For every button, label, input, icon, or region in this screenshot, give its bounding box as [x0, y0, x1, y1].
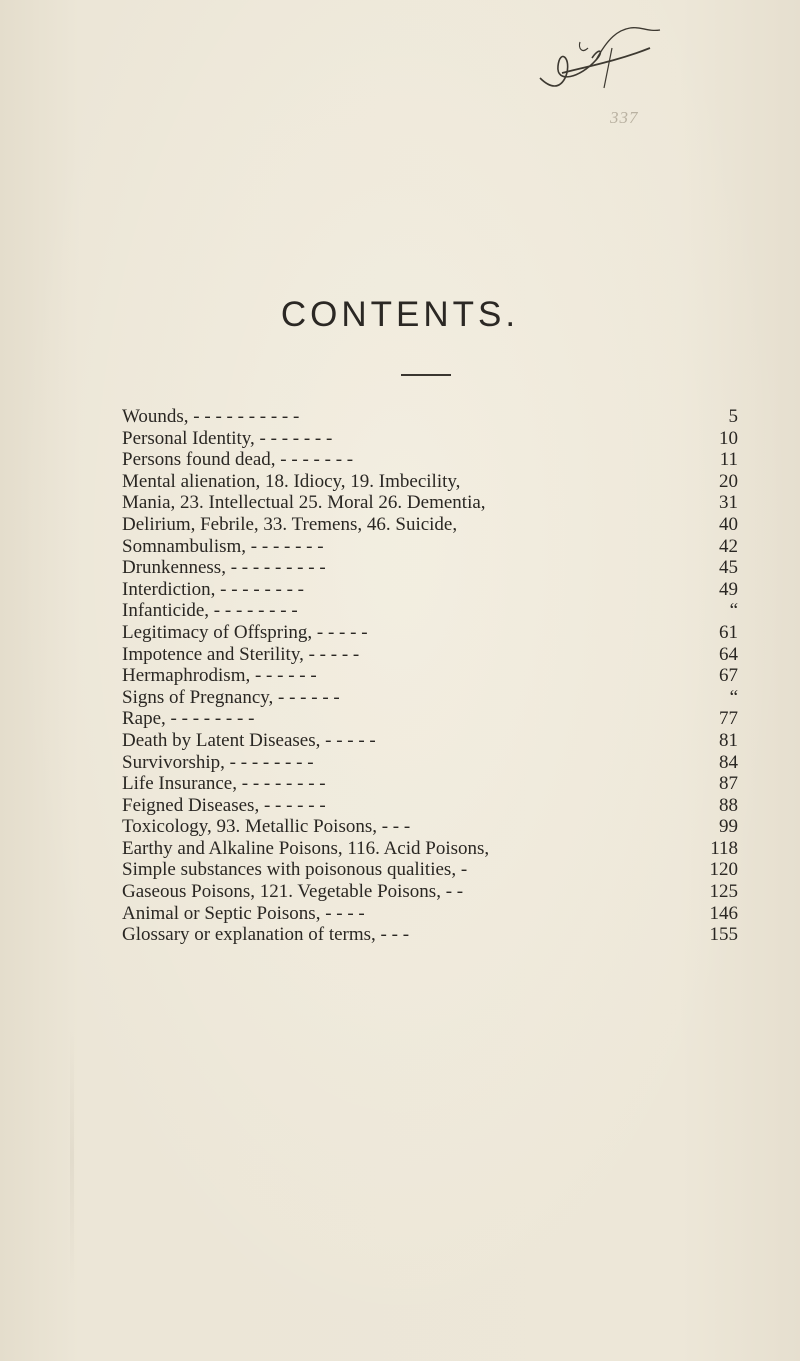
- toc-row: [122, 665, 738, 687]
- toc-page-number: 67: [719, 665, 738, 687]
- toc-page-number: 118: [710, 837, 738, 859]
- toc-row: [122, 492, 738, 514]
- toc-page-number: 125: [709, 881, 738, 903]
- toc-page-number: 45: [719, 557, 738, 579]
- toc-row: [122, 406, 738, 428]
- toc-page-number: 87: [719, 773, 738, 795]
- toc-page-number: 64: [719, 643, 738, 665]
- toc-page-number: 49: [719, 578, 738, 600]
- toc-entry: Mental alienation, 18. Idiocy, 19. Imbecility,: [122, 470, 461, 492]
- toc-page-number: 146: [709, 902, 738, 924]
- toc-entry: Interdiction, - - - - - - - -: [122, 578, 305, 600]
- toc-entry: Survivorship, - - - - - - - -: [122, 751, 314, 773]
- table-of-contents: [122, 406, 738, 946]
- toc-row: [122, 600, 738, 622]
- toc-entry: Legitimacy of Offspring, - - - - -: [122, 621, 368, 643]
- toc-row: [122, 557, 738, 579]
- toc-row: [122, 471, 738, 493]
- toc-page-number: 120: [709, 859, 738, 881]
- toc-page-number: 88: [719, 794, 738, 816]
- toc-page-number: 77: [719, 708, 738, 730]
- toc-row: [122, 514, 738, 536]
- toc-entry: Death by Latent Diseases, - - - - -: [122, 729, 376, 751]
- toc-row: [122, 708, 738, 730]
- toc-row: [122, 881, 738, 903]
- toc-page-number: 155: [709, 924, 738, 946]
- page-title: CONTENTS.: [280, 295, 520, 335]
- toc-row: [122, 644, 738, 666]
- toc-page-number: “: [729, 686, 738, 708]
- toc-entry: Simple substances with poisonous qualities, -: [122, 859, 468, 881]
- toc-row: [122, 579, 738, 601]
- toc-entry: Hermaphrodism, - - - - - -: [122, 665, 317, 687]
- toc-entry: Gaseous Poisons, 121. Vegetable Poisons, - -: [122, 881, 464, 903]
- toc-row: [122, 428, 738, 450]
- toc-row: [122, 903, 738, 925]
- toc-row: [122, 536, 738, 558]
- toc-entry: Life Insurance, - - - - - - - -: [122, 773, 326, 795]
- toc-row: [122, 795, 738, 817]
- toc-row: [122, 622, 738, 644]
- pencil-shelf-mark: 337: [610, 108, 639, 127]
- toc-row: [122, 816, 738, 838]
- toc-page-number: 84: [719, 751, 738, 773]
- toc-row: [122, 449, 738, 471]
- toc-entry: Impotence and Sterility, - - - - -: [122, 643, 360, 665]
- toc-row: [122, 924, 738, 946]
- toc-entry: Glossary or explanation of terms, - - -: [122, 924, 410, 946]
- title-rule: [401, 374, 451, 376]
- toc-row: [122, 752, 738, 774]
- toc-entry: Wounds, - - - - - - - - - -: [122, 406, 300, 427]
- toc-row: [122, 859, 738, 881]
- toc-entry: Personal Identity, - - - - - - -: [122, 427, 333, 449]
- toc-page-number: 99: [719, 816, 738, 838]
- toc-entry: Infanticide, - - - - - - - -: [122, 600, 298, 622]
- toc-entry: Delirium, Febrile, 33. Tremens, 46. Suicide,: [122, 513, 458, 535]
- toc-entry: Drunkenness, - - - - - - - - -: [122, 557, 326, 579]
- toc-page-number: 20: [719, 470, 738, 492]
- toc-entry: Signs of Pregnancy, - - - - - -: [122, 686, 340, 708]
- toc-entry: Mania, 23. Intellectual 25. Moral 26. Dementia,: [122, 492, 486, 514]
- toc-page-number: 31: [719, 492, 738, 514]
- toc-page-number: 11: [719, 449, 738, 471]
- toc-entry: Toxicology, 93. Metallic Poisons, - - -: [122, 816, 411, 838]
- toc-page-number: 61: [719, 621, 738, 643]
- toc-row: [122, 773, 738, 795]
- toc-entry: Somnambulism, - - - - - - -: [122, 535, 324, 557]
- toc-page-number: 10: [719, 427, 738, 449]
- paper-stain: [70, 1028, 74, 1288]
- toc-page-number: 5: [728, 406, 738, 427]
- toc-entry: Feigned Diseases, - - - - - -: [122, 794, 326, 816]
- toc-row: [122, 838, 738, 860]
- toc-entry: Earthy and Alkaline Poisons, 116. Acid Poisons,: [122, 837, 490, 859]
- toc-entry: Rape, - - - - - - - -: [122, 708, 255, 730]
- handwritten-signature: [500, 18, 670, 98]
- toc-entry: Animal or Septic Poisons, - - - -: [122, 902, 365, 924]
- toc-page-number: 81: [719, 729, 738, 751]
- toc-page-number: 40: [719, 513, 738, 535]
- toc-page-number: “: [729, 600, 738, 622]
- toc-page-number: 42: [719, 535, 738, 557]
- toc-row: [122, 730, 738, 752]
- toc-entry: Persons found dead, - - - - - - -: [122, 449, 354, 471]
- toc-row: [122, 687, 738, 709]
